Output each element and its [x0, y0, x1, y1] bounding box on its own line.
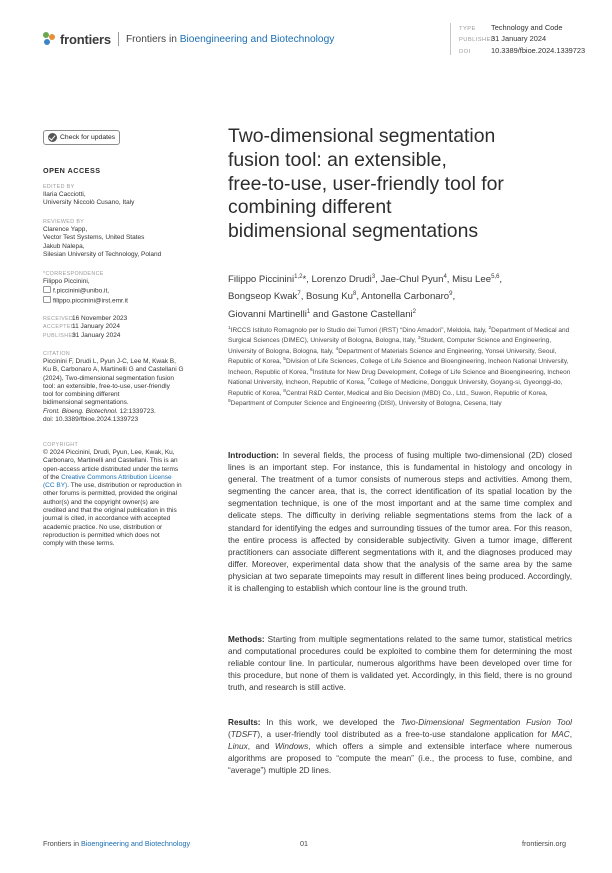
title-line: combining different: [228, 196, 392, 219]
results-text: , which offers a simple and extensible interface where numerous algorithms are proposed to “compute the mean” (i.e., the process to fuse, combine, and “average”) multiple 2D lines.: [228, 742, 572, 776]
affiliation: Department of Materials Science and Engineering, Yonsei University, Seoul, Republic of Korea,: [228, 348, 557, 366]
author-name[interactable]: Gastone Castellani: [331, 308, 413, 320]
affiliation: Student, Computer Science and Engineering, University of Bologna, Bologna, Italy,: [228, 337, 552, 356]
copyright-line: author(s) and the copyright owner(s) are: [43, 498, 159, 506]
citation-volume: 12:1339723.: [117, 407, 156, 415]
meta-type-key: TYPE: [459, 26, 476, 32]
open-access-text: OPEN ACCESS: [43, 166, 101, 175]
title-line: free-to-use, user-friendly tool for: [228, 172, 504, 195]
results-text: ,: [569, 730, 572, 740]
affiliation: College of Medicine, Dongguk University, Goyang-si, Gyeonggi-do, Republic of Korea,: [228, 379, 563, 397]
mail-icon: [43, 296, 51, 303]
author-affil-sup: 8: [352, 291, 357, 298]
affiliation: Central R&D Center, Medical and Bio Decision (MBD) Co., Ltd., Suwon, Republic of Korea,: [285, 389, 548, 397]
footer-journal-prefix: Frontiers in: [43, 839, 81, 848]
author-affil-sup: 1: [306, 308, 311, 315]
results-text: (: [228, 730, 231, 740]
affil-sup: 8: [283, 388, 286, 394]
author-sep: ,: [499, 274, 503, 286]
citation-line: tool for combining different: [43, 391, 120, 399]
meta-type-value: Technology and Code: [491, 23, 563, 32]
affiliation: Department of Medical and Surgical Sciences (DIMEC), University of Bologna, Bologna, Italy,: [228, 327, 570, 345]
publisher-logo-text[interactable]: frontiers: [60, 31, 111, 47]
results-text: ), a user-friendly tool distributed as a free-to-use standalone application for: [257, 730, 552, 740]
author-affil-sup: 4: [443, 274, 447, 280]
affil-sup: 3: [417, 336, 421, 342]
edited-by-block: [43, 183, 208, 208]
copyright-line: journal is cited, in accordance with accepted: [43, 515, 171, 523]
citation-journal: Front. Bioeng. Biotechnol.: [43, 407, 118, 415]
date-accepted: [43, 323, 208, 331]
journal-prefix: Frontiers in: [125, 33, 180, 45]
journal-name[interactable]: [126, 34, 334, 45]
correspondence-block: [43, 270, 208, 306]
copyright-line: academic practice. No use, distribution or: [43, 523, 163, 531]
citation-line: Ku B, Carbonaro A, Martinelli G and Castellani G: [43, 366, 184, 374]
results-text: In this work, we developed the: [260, 718, 401, 727]
edited-by-key: EDITED BY: [43, 184, 75, 190]
meta-published: [459, 34, 585, 45]
copyright-license-line: [43, 482, 208, 490]
author-list: [228, 270, 578, 322]
title-line: fusion tool: an extensible,: [228, 148, 447, 171]
os-name: Windows: [274, 742, 309, 752]
affil-sup: 2: [488, 326, 492, 331]
mail-icon: [43, 286, 51, 293]
introduction-text: In several fields, the process of fusing multiple two-dimensional (2D) closed lines is an important step. For instance, this is fundamental in histology and oncology in general. The treatment of a tumor consists of numerous steps and activities. Among them, segmenting the cancer area, that is, the correct identification of its spatial location by the segmentation technique, is one of the most important and at the same time complex and delicate steps. The difficulty in deriving reliable segmentations stems from the lack of a standard for identifying the edges and surrounding tissues of the tumor area. For this reason, the entire process is affected by considerable subjectivity. Given a tumor image, different practitioners can associate different segmentations with it, and the diagnoses produced may differ. Moreover, experimental data show that the analysis of the same area by the same physician at two separate timepoints may result in different lines being produced. Accordingly, it is challenging to establish which contour line is the ground truth.: [228, 451, 572, 594]
copyright-line: Carbonaro, Martinelli and Castellani. This is an: [43, 457, 178, 465]
affiliation: IRCCS Istituto Romagnolo per lo Studio dei Tumori (IRST) “Dino Amadori”, Meldola, Italy,: [230, 327, 489, 335]
article-title: [228, 125, 588, 244]
os-name: MAC: [551, 730, 570, 740]
author-line: [228, 305, 578, 322]
meta-doi-key: DOI: [459, 48, 471, 55]
author-name[interactable]: Jae-Chul Pyun: [380, 274, 444, 286]
citation-line: Piccinini F, Drudi L, Pyun J-C, Lee M, Kwak B,: [43, 358, 176, 365]
copyright-line: © 2024 Piccinini, Drudi, Pyun, Lee, Kwak, Ku,: [43, 449, 175, 456]
affil-sup: 7: [367, 378, 371, 384]
title-line: bidimensional segmentations: [228, 220, 479, 243]
author-sep: ,: [375, 274, 381, 286]
meta-published-key: PUBLISHED: [459, 37, 496, 44]
citation-journal-line: [43, 408, 208, 416]
results-text: , and: [247, 742, 275, 752]
os-name: Linux: [228, 742, 248, 752]
tool-abbreviation: TDSFT: [230, 730, 258, 740]
journal-title-accent: Bioengineering and Biotechnology: [179, 33, 335, 45]
author-name[interactable]: Bongseop Kwak: [228, 291, 298, 303]
affil-sup: 9: [228, 399, 231, 405]
author-affil-sup: 7: [297, 291, 301, 298]
copyright-line: other forums is permitted, provided the original: [43, 490, 178, 498]
affil-sup: 6: [310, 367, 313, 373]
author-affil-sup: 9: [449, 291, 453, 298]
page-number: 01: [300, 839, 308, 848]
methods-text: Starting from multiple segmentations related to the same tumor, statistical metrics and computational procedures could be exploited to combine them for determining the most reliable contour line. In particular, numerous algorithms have been developed over time for this procedure, but none of them is validated yet. Accordingly, in this field, there is no ground truth, and research is still active.: [228, 635, 572, 693]
affiliation: Department of Computer Science and Engineering (DISI), University of Bologna, Cesena, Italy: [230, 400, 502, 408]
email-line[interactable]: [43, 296, 208, 306]
reviewer-name: Clarence Yapp,: [43, 226, 88, 233]
results-heading: Results:: [228, 718, 261, 727]
date-key: PUBLISHED: [43, 332, 77, 339]
header-divider: [118, 32, 119, 46]
email-link[interactable]: f.piccinini@unibo.it,: [53, 287, 110, 295]
tool-name: Two-Dimensional Segmentation Fusion Tool: [400, 718, 572, 727]
check-for-updates-button[interactable]: [43, 130, 120, 145]
date-key: ACCEPTED: [43, 324, 76, 331]
author-name[interactable]: Filippo Piccinini: [228, 274, 295, 286]
footer-site-link[interactable]: frontiersin.org: [522, 839, 566, 848]
copyright-key: COPYRIGHT: [43, 442, 79, 448]
author-name[interactable]: Lorenzo Drudi: [311, 274, 372, 286]
copyright-line: credited and that the original publication in this: [43, 507, 177, 515]
author-sep: *,: [302, 274, 312, 286]
affil-sup: 5: [283, 357, 286, 363]
license-link[interactable]: Creative Commons Attribution License: [61, 473, 172, 481]
citation-line: tool: an extensible, free-to-use, user-friendly: [43, 382, 170, 390]
check-updates-label: Check for updates: [60, 134, 116, 141]
author-sep: ,: [446, 274, 453, 286]
affiliation: Division of Life Sciences, College of Life Science and Bioengineering, Incheon National University, Incheon, Republic of Korea,: [228, 358, 569, 376]
copyright-line: of the: [43, 473, 62, 481]
correspondence-name: Filippo Piccinini,: [43, 278, 90, 285]
date-published: [43, 332, 208, 340]
date-value: 31 January 2024: [72, 331, 121, 339]
reviewer-affiliation: Vector Test Systems, United States: [43, 234, 145, 242]
affiliations: [228, 325, 578, 409]
author-line: [228, 287, 578, 304]
meta-doi[interactable]: [459, 46, 585, 57]
email-line[interactable]: [43, 286, 208, 296]
introduction-heading: Introduction:: [228, 451, 279, 460]
author-line: [228, 270, 578, 287]
affil-sup: 4: [335, 346, 339, 352]
correspondence-key: *CORRESPONDENCE: [43, 271, 104, 277]
author-name[interactable]: Antonella Carbonaro: [361, 291, 450, 303]
footer-journal[interactable]: [43, 839, 190, 848]
author-affil-sup: 1,2: [294, 274, 303, 280]
citation-key: CITATION: [43, 351, 71, 357]
author-sep: ,: [300, 291, 307, 303]
checkmark-icon: [48, 133, 57, 142]
citation-line: (2024), Two-dimensional segmentation fusion: [43, 374, 175, 382]
license-link-short[interactable]: (CC BY): [43, 482, 68, 490]
affil-sup: 1: [228, 326, 231, 331]
reviewer-name: Jakub Nalepa,: [43, 242, 85, 250]
email-link[interactable]: filippo.piccinini@irst.emr.it: [53, 297, 128, 305]
abstract-introduction: [228, 450, 572, 595]
reviewer-affiliation: Silesian University of Technology, Poland: [43, 250, 162, 258]
frontiers-logo-icon: [43, 32, 56, 46]
copyright-line: open-access article distributed under the terms: [43, 465, 179, 473]
meta-type: [459, 23, 585, 34]
editor-name: Ilaria Cacciotti,: [43, 191, 86, 198]
copyright-line: comply with these terms.: [43, 540, 115, 548]
author-affil-sup: 2: [412, 308, 417, 315]
date-value: 11 January 2024: [72, 323, 120, 331]
citation-line: bidimensional segmentations.: [43, 399, 129, 407]
author-name[interactable]: Giovanni Martinelli: [228, 308, 307, 320]
citation-doi[interactable]: doi: 10.3389/fbioe.2024.1339723: [43, 416, 139, 424]
copyright-license-line: [43, 474, 208, 482]
copyright-block: [43, 441, 208, 549]
reviewed-by-block: [43, 218, 208, 259]
copyright-line: reproduction is permitted which does not: [43, 531, 160, 539]
citation-block: [43, 350, 208, 424]
author-sep: ,: [356, 291, 362, 303]
article-meta: [450, 23, 585, 55]
date-received: [43, 315, 208, 323]
meta-doi-value[interactable]: 10.3389/fbioe.2024.1339723: [491, 45, 586, 55]
reviewed-by-key: REVIEWED BY: [43, 219, 85, 225]
meta-published-value: 31 January 2024: [491, 34, 547, 44]
author-sep: and: [310, 308, 332, 320]
dates-block: [43, 315, 208, 340]
date-value: 16 November 2023: [72, 315, 128, 322]
author-affil-sup: 3: [371, 274, 376, 280]
abstract-results: [228, 717, 572, 777]
author-name[interactable]: Bosung Ku: [306, 291, 353, 303]
author-sep: ,: [452, 291, 456, 303]
abstract-methods: [228, 634, 572, 694]
author-name[interactable]: Misu Lee: [452, 274, 492, 286]
methods-heading: Methods:: [228, 635, 265, 644]
editor-affiliation: University Niccolò Cusano, Italy: [43, 199, 135, 207]
open-access-label: [43, 167, 208, 176]
author-affil-sup: 5,6: [491, 274, 500, 280]
affiliation: Institute for New Drug Development, College of Life Science and Bioengineering, Incheon National University, Incheon, Republic of Korea,: [228, 368, 571, 387]
footer-journal-name: Bioengineering and Biotechnology: [80, 839, 191, 848]
title-line: Two-dimensional segmentation: [228, 125, 496, 147]
journal-header: [43, 28, 334, 50]
date-key: RECEIVED: [43, 316, 74, 322]
copyright-line: . The use, distribution or reproduction in: [67, 482, 182, 490]
